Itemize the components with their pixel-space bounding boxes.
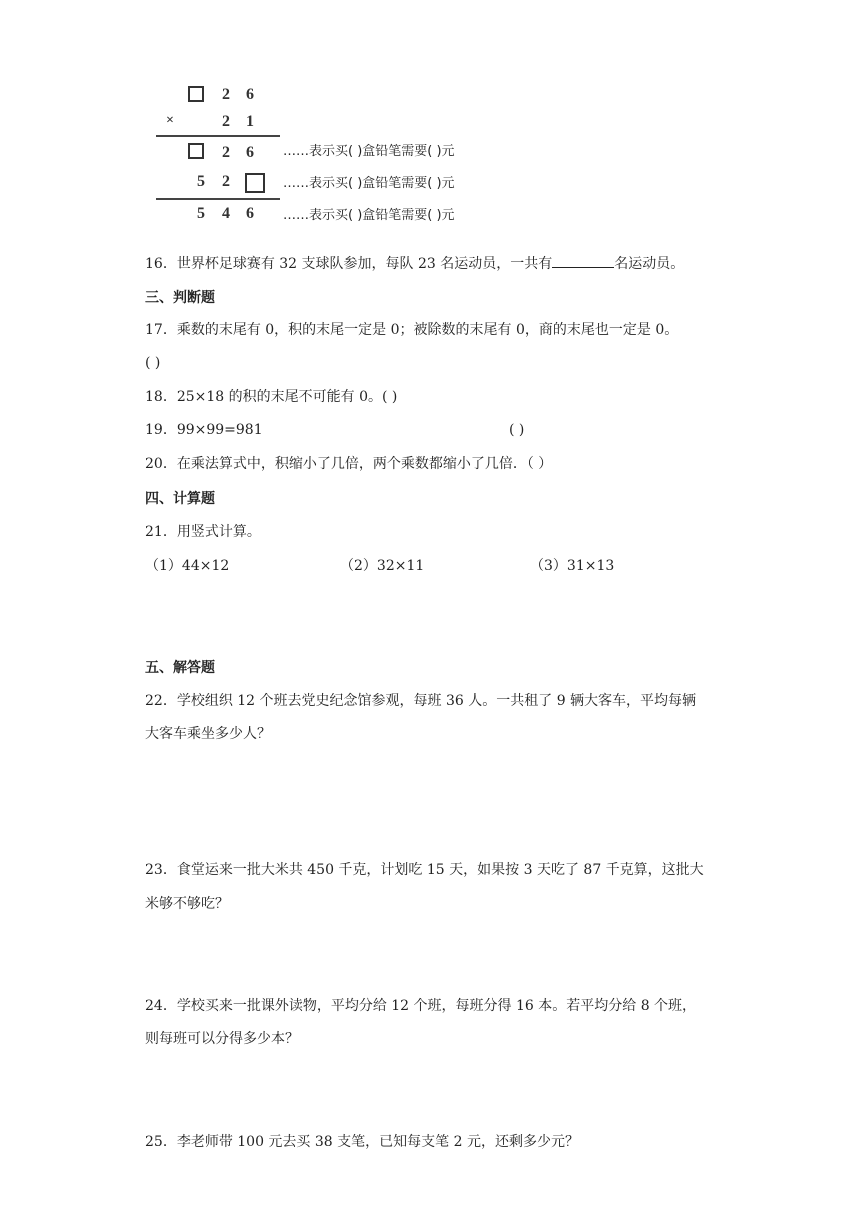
- question-22-line-1: 22．学校组织 12 个班去党史纪念馆参观，每班 36 人。一共租了 9 辆大客车，平均每辆: [145, 693, 697, 709]
- question-22-line-2: 大客车乘坐多少人？: [145, 726, 271, 742]
- answer-blank[interactable]: [552, 253, 614, 268]
- annotation-3: ……表示买( )盒铅笔需要( )元: [283, 208, 455, 223]
- question-16-text: 16．世界杯足球赛有 32 支球队参加，每队 23 名运动员，一共有: [145, 256, 553, 272]
- question-25: 25．李老师带 100 元去买 38 支笔，已知每支笔 2 元，还剩多少元？: [145, 1134, 579, 1150]
- question-17-paren: ( ): [145, 355, 161, 371]
- digit: 6: [246, 144, 254, 161]
- digit: 4: [222, 205, 230, 222]
- rule-line: [156, 135, 280, 137]
- digit: 2: [222, 144, 230, 161]
- blank-box-2: [188, 143, 204, 159]
- section-heading-5: 五、解答题: [145, 660, 215, 676]
- digit: 2: [222, 113, 230, 130]
- question-19-paren: ( ): [509, 422, 525, 438]
- blank-box-3: [245, 173, 265, 193]
- question-24-line-1: 24．学校买来一批课外读物，平均分给 12 个班，每班分得 16 本。若平均分给 8 个班，: [145, 998, 697, 1014]
- question-21: 21．用竖式计算。: [145, 524, 261, 540]
- annotation-2: ……表示买( )盒铅笔需要( )元: [283, 176, 455, 191]
- digit: 5: [197, 205, 205, 222]
- annotation-1: ……表示买( )盒铅笔需要( )元: [283, 144, 455, 159]
- digit: 5: [197, 173, 205, 190]
- question-24-line-2: 则每班可以分得多少本？: [145, 1031, 299, 1047]
- digit: 6: [246, 86, 254, 103]
- digit: 2: [222, 173, 230, 190]
- question-21-item-3: （3）31×13: [530, 558, 615, 574]
- question-23-line-2: 米够不够吃？: [145, 896, 229, 912]
- question-23-line-1: 23．食堂运来一批大米共 450 千克，计划吃 15 天，如果按 3 天吃了 87 千克算，这批大: [145, 862, 704, 878]
- question-16-tail: 名运动员。: [614, 256, 685, 272]
- section-heading-3: 三、判断题: [145, 290, 215, 306]
- question-19: 19．99×99=981: [145, 422, 263, 438]
- multiply-sign: ×: [166, 113, 174, 128]
- digit: 2: [222, 86, 230, 103]
- question-16: [145, 253, 684, 274]
- rule-line: [156, 198, 280, 200]
- digit: 1: [246, 113, 254, 130]
- section-heading-4: 四、计算题: [145, 491, 215, 507]
- question-21-item-2: （2）32×11: [340, 558, 425, 574]
- blank-box-1: [188, 86, 204, 102]
- question-20: 20．在乘法算式中，积缩小了几倍，两个乘数都缩小了几倍．（ ）: [145, 456, 553, 472]
- question-17: 17．乘数的末尾有 0，积的末尾一定是 0；被除数的末尾有 0，商的末尾也一定是 0。: [145, 322, 679, 338]
- question-18: 18．25×18 的积的末尾不可能有 0。( ): [145, 389, 398, 405]
- digit: 6: [246, 205, 254, 222]
- question-21-item-1: （1）44×12: [145, 558, 230, 574]
